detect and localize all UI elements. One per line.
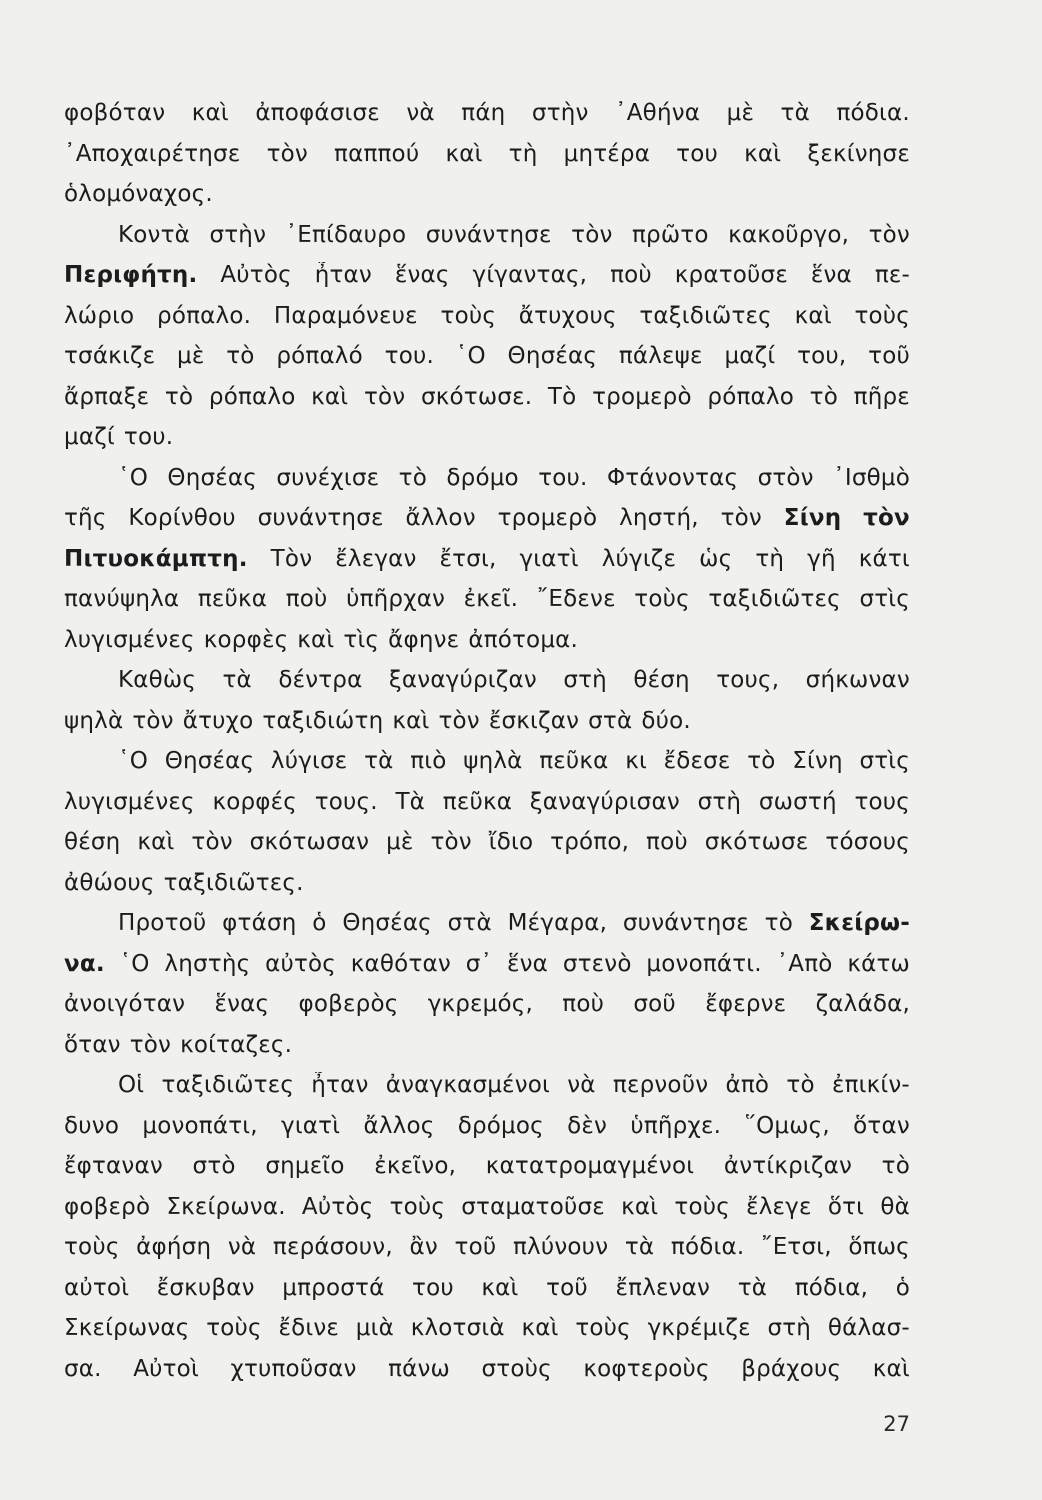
text-line: ῾Ο Θησέας λύγισε τὰ πιὸ ψηλὰ πεῦκα κι ἔδεσε τὸ Σίνη στὶς [118, 748, 910, 774]
text-line: ἀνοιγόταν ἕνας φοβερὸς γκρεμός, ποὺ σοῦ ἔφερνε ζαλάδα, [64, 991, 910, 1017]
text-line: ψηλὰ τὸν ἄτυχο ταξιδιώτη καὶ τὸν ἔσκιζαν στὰ δύο. [64, 707, 691, 734]
text-line: αὐτοὶ ἔσκυβαν μπροστά του καὶ τοῦ ἔπλεναν τὰ πόδια, ὁ [64, 1274, 910, 1301]
text-line: ἄρπαξε τὸ ρόπαλο καὶ τὸν σκότωσε. Τὸ τρομερὸ ρόπαλο τὸ πῆρε [64, 383, 910, 410]
text-line: θέση καὶ τὸν σκότωσαν μὲ τὸν ἴδιο τρόπο, ποὺ σκότωσε τόσους [64, 829, 910, 855]
text-line: πανύψηλα πεῦκα ποὺ ὑπῆρχαν ἐκεῖ. ῎Εδενε τοὺς ταξιδιῶτες στὶς [64, 586, 910, 612]
text-line: ἔφταναν στὸ σημεῖο ἐκεῖνο, κατατρομαγμένοι ἀντίκριζαν τὸ [64, 1153, 910, 1179]
text-line: φοβόταν καὶ ἀποφάσισε νὰ πάη στὴν ᾿Αθήνα μὲ τὰ πόδια. [64, 100, 910, 126]
text-line: Πιτυοκάμπτη. Τὸν ἔλεγαν ἔτσι, γιατὶ λύγιζε ὡς τὴ γῆ κάτι [64, 545, 910, 572]
text-line: Οἱ ταξιδιῶτες ἦταν ἀναγκασμένοι νὰ περνοῦν ἀπὸ τὸ ἐπικίν- [118, 1072, 910, 1098]
page-number: 27 [883, 1412, 910, 1436]
text-line: ὁλομόναχος. [64, 181, 213, 207]
text-line: Περιφήτη. Αὐτὸς ἦταν ἕνας γίγαντας, ποὺ κρατοῦσε ἕνα πε- [64, 262, 910, 288]
text-line: τοὺς ἀφήση νὰ περάσουν, ἂν τοῦ πλύνουν τὰ πόδια. ῎Ετσι, ὅπως [64, 1234, 910, 1260]
text-line: Κοντὰ στὴν ᾿Επίδαυρο συνάντησε τὸν πρῶτο κακοῦργο, τὸν [118, 221, 910, 248]
text-line: ἀθώους ταξιδιῶτες. [64, 869, 304, 896]
text-line: Καθὼς τὰ δέντρα ξαναγύριζαν στὴ θέση τους, σήκωναν [118, 667, 910, 693]
text-line: ὅταν τὸν κοίταζες. [64, 1031, 293, 1058]
text-line: μαζί του. [64, 424, 174, 450]
text-line: σα. Αὐτοὶ χτυποῦσαν πάνω στοὺς κοφτεροὺς βράχους καὶ [64, 1355, 910, 1382]
text-line: φοβερὸ Σκείρωνα. Αὐτὸς τοὺς σταματοῦσε καὶ τοὺς ἔλεγε ὅτι θὰ [64, 1193, 910, 1220]
text-line: Σκείρωνας τοὺς ἔδινε μιὰ κλοτσιὰ καὶ τοὺς γκρέμιζε στὴ θάλασ- [64, 1315, 910, 1341]
text-line: να. ῾Ο ληστὴς αὐτὸς καθόταν σ᾿ ἕνα στενὸ μονοπάτι. ᾿Απὸ κάτω [64, 950, 910, 977]
text-line: Προτοῦ φτάση ὁ Θησέας στὰ Μέγαρα, συνάντησε τὸ Σκείρω- [118, 910, 910, 936]
text-line: λυγισμένες κορφές τους. Τὰ πεῦκα ξαναγύρισαν στὴ σωστή τους [64, 788, 910, 815]
text-line: τσάκιζε μὲ τὸ ρόπαλό του. ῾Ο Θησέας πάλεψε μαζί του, τοῦ [64, 343, 910, 369]
text-line: λώριο ρόπαλο. Παραμόνευε τοὺς ἄτυχους ταξιδιῶτες καὶ τοὺς [64, 302, 910, 329]
text-line: ῾Ο Θησέας συνέχισε τὸ δρόμο του. Φτάνοντας στὸν ᾿Ισθμὸ [118, 464, 910, 491]
text-line: λυγισμένες κορφὲς καὶ τὶς ἄφηνε ἀπότομα. [64, 626, 579, 653]
text-line: ᾿Αποχαιρέτησε τὸν παππού καὶ τὴ μητέρα του καὶ ξεκίνησε [64, 140, 910, 167]
text-line: τῆς Κορίνθου συνάντησε ἄλλον τρομερὸ ληστή, τὸν Σίνη τὸν [64, 505, 910, 531]
text-line: δυνο μονοπάτι, γιατὶ ἄλλος δρόμος δὲν ὑπῆρχε. ῞Ομως, ὅταν [64, 1112, 910, 1139]
body-text [64, 100, 910, 1396]
